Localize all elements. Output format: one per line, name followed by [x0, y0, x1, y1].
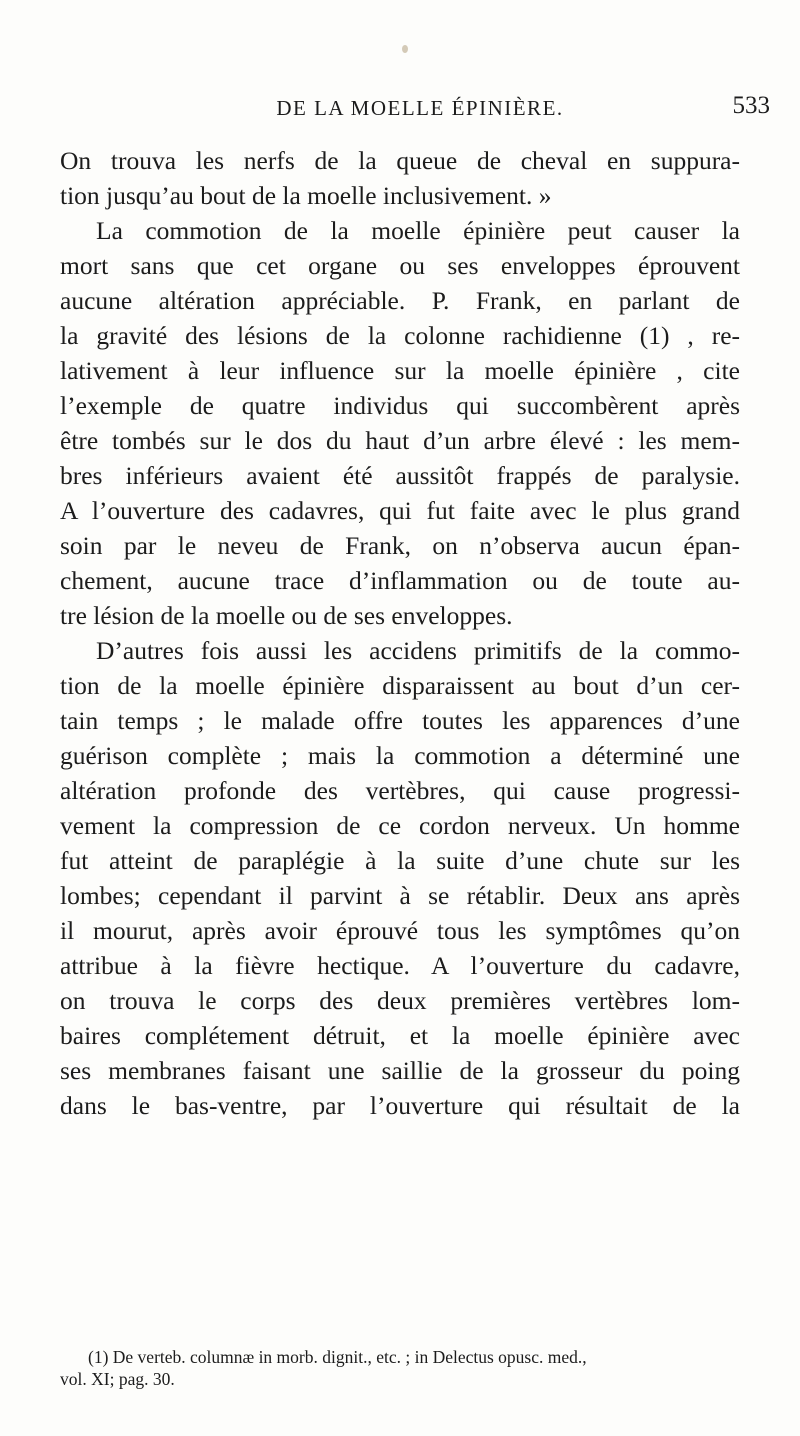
text-line: il mourut, après avoir éprouvé tous les symptômes qu’on — [60, 916, 740, 945]
text-line: ses membranes faisant une saillie de la grosseur du poing — [60, 1056, 740, 1085]
text-line: attribue à la fièvre hectique. A l’ouverture du cadavre, — [60, 951, 740, 980]
text-line: lombes; cependant il parvint à se rétablir. Deux ans après — [60, 881, 740, 910]
text-line: A l’ouverture des cadavres, qui fut faite avec le plus grand — [60, 496, 740, 525]
text-line: bres inférieurs avaient été aussitôt frappés de paralysie. — [60, 461, 740, 490]
text-line: tain temps ; le malade offre toutes les apparences d’une — [60, 706, 740, 735]
text-line: fut atteint de paraplégie à la suite d’une chute sur les — [60, 846, 740, 875]
footnote-line: vol. XI; pag. 30. — [60, 1369, 175, 1389]
text-line: tion de la moelle épinière disparaissent au bout d’un cer- — [60, 671, 740, 700]
footnote — [60, 1346, 740, 1390]
text-line: la gravité des lésions de la colonne rachidienne (1) , re- — [60, 321, 740, 350]
running-title: DE LA MOELLE ÉPINIÈRE. — [276, 96, 564, 120]
body-text — [60, 143, 740, 1123]
text-line: être tombés sur le dos du haut d’un arbre élevé : les mem- — [60, 426, 740, 455]
text-line: baires complétement détruit, et la moelle épinière avec — [60, 1021, 740, 1050]
text-line: tion jusqu’au bout de la moelle inclusivement. » — [60, 181, 552, 210]
text-line: dans le bas-ventre, par l’ouverture qui résultait de la — [60, 1091, 740, 1120]
text-line: l’exemple de quatre individus qui succombèrent après — [60, 391, 740, 420]
text-line: On trouva les nerfs de la queue de cheval en suppura- — [60, 146, 740, 175]
text-line: vement la compression de ce cordon nerveux. Un homme — [60, 811, 740, 840]
text-line: La commotion de la moelle épinière peut causer la — [96, 216, 740, 245]
text-line: chement, aucune trace d’inflammation ou de toute au- — [60, 566, 740, 595]
running-header — [100, 92, 770, 126]
text-line: D’autres fois aussi les accidens primitifs de la commo- — [96, 636, 740, 665]
page-number: 533 — [732, 92, 770, 119]
text-line: on trouva le corps des deux premières vertèbres lom- — [60, 986, 740, 1015]
text-line: altération profonde des vertèbres, qui cause progressi- — [60, 776, 740, 805]
footnote-line: (1) De verteb. columnæ in morb. dignit., etc. ; in Delectus opusc. med., — [88, 1347, 587, 1367]
text-line: mort sans que cet organe ou ses enveloppes éprouvent — [60, 251, 740, 280]
paper-speck — [402, 45, 408, 53]
text-line: aucune altération appréciable. P. Frank, en parlant de — [60, 286, 740, 315]
text-line: lativement à leur influence sur la moelle épinière , cite — [60, 356, 740, 385]
text-line: soin par le neveu de Frank, on n’observa aucun épan- — [60, 531, 740, 560]
text-line: guérison complète ; mais la commotion a déterminé une — [60, 741, 740, 770]
text-line: tre lésion de la moelle ou de ses enveloppes. — [60, 601, 513, 630]
